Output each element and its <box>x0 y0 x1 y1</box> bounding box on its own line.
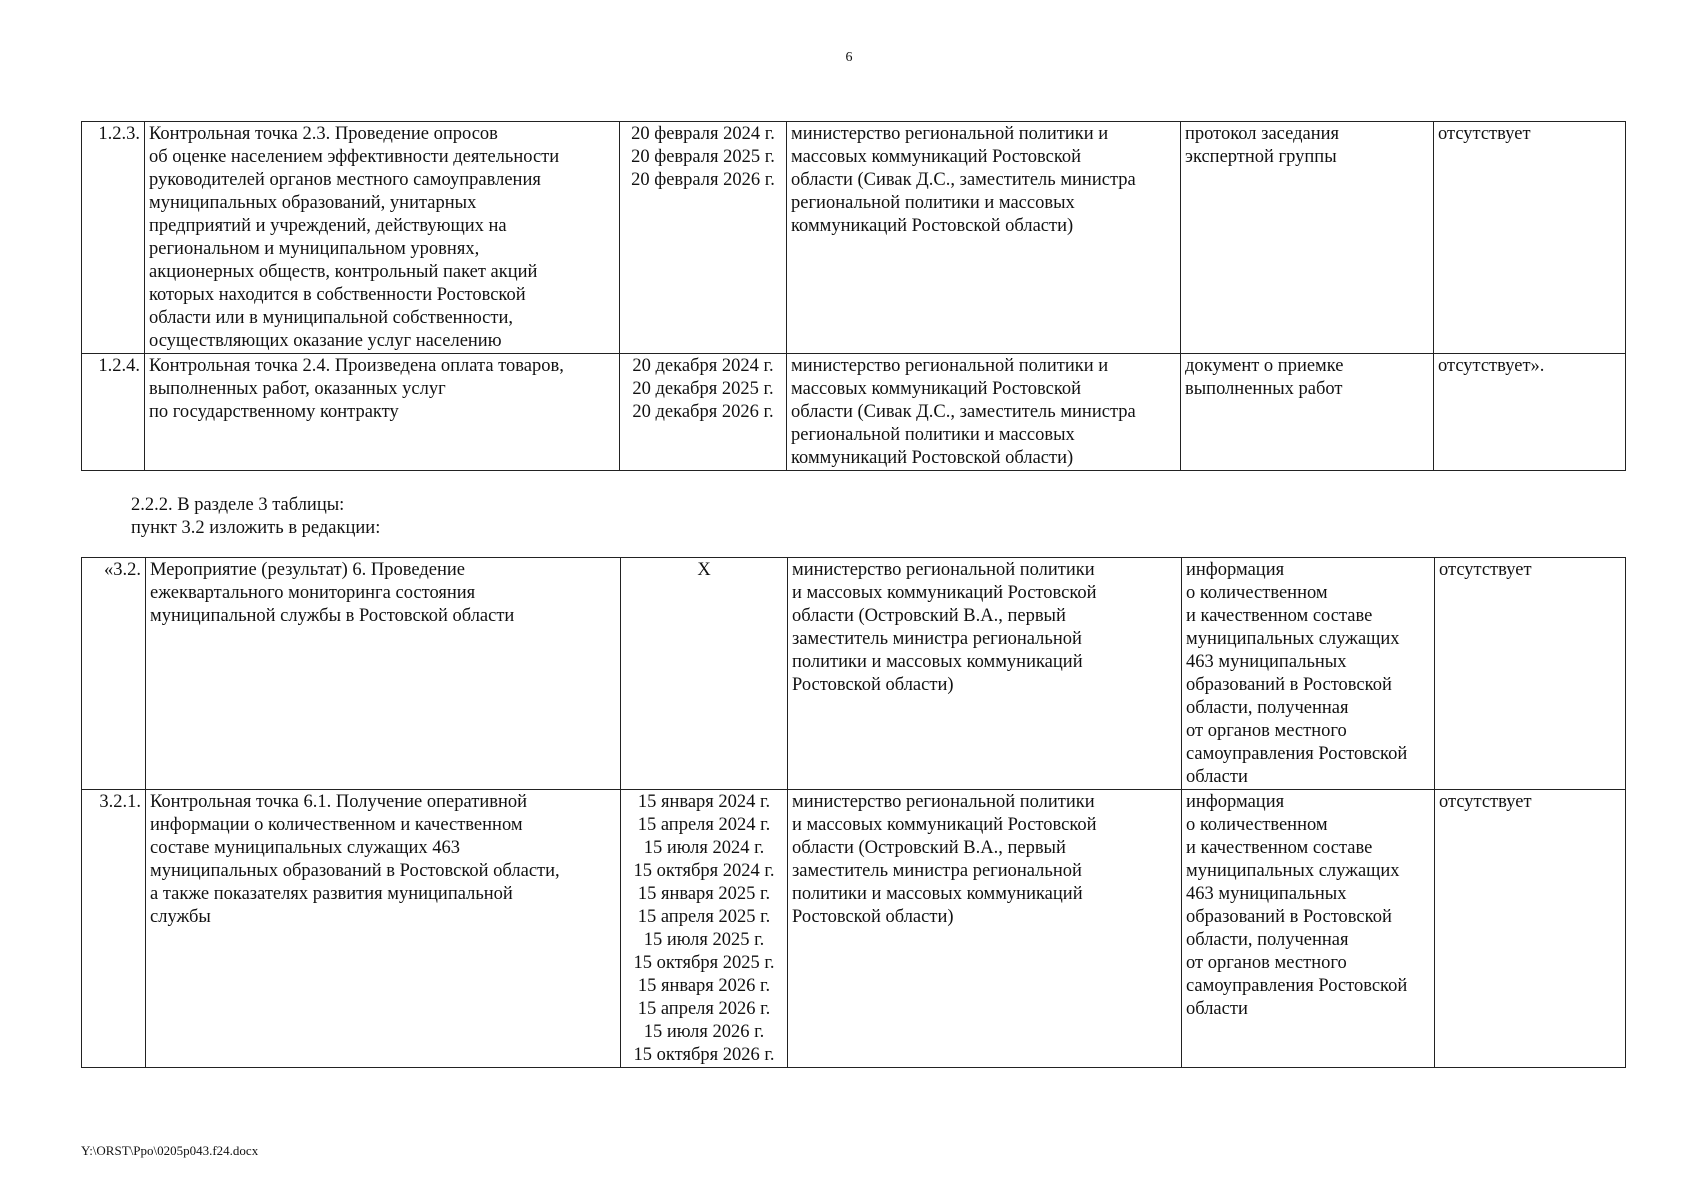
measures-table <box>81 557 1626 1068</box>
amendment-line: 2.2.2. В разделе 3 таблицы: <box>131 495 345 515</box>
row-system: отсутствует <box>1435 790 1626 1068</box>
row-system: отсутствует <box>1434 122 1626 354</box>
row-number: 1.2.3. <box>82 122 145 354</box>
row-name: Мероприятие (результат) 6. Проведение ежеквартального мониторинга состояния муниципальной службы в Ростовской области <box>146 558 621 790</box>
table-row <box>82 354 1626 471</box>
control-points-table <box>81 121 1626 471</box>
row-system: отсутствует». <box>1434 354 1626 471</box>
row-responsible: министерство региональной политики и массовых коммуникаций Ростовской области (Островский В.А., первый заместитель министра региональной политики и массовых коммуникаций Ростовской области) <box>788 558 1182 790</box>
row-name: Контрольная точка 2.3. Проведение опросов об оценке населением эффективности деятельности руководителей органов местного самоуправления муниципальных образований, унитарных предприятий и учреждений, действующих на региональном и муниципальном уровнях, акционерных обществ, контрольный пакет акций которых находится в собственности Ростовской области или в муниципальной собственности, осуществляющих оказание услуг населению <box>145 122 620 354</box>
row-system: отсутствует <box>1435 558 1626 790</box>
row-responsible: министерство региональной политики и массовых коммуникаций Ростовской области (Сивак Д.С., заместитель министра региональной политики и массовых коммуникаций Ростовской области) <box>787 354 1181 471</box>
row-dates: 15 января 2024 г. 15 апреля 2024 г. 15 июля 2024 г. 15 октября 2024 г. 15 января 2025 г. 15 апреля 2025 г. 15 июля 2025 г. 15 октября 2025 г. 15 января 2026 г. 15 апреля 2026 г. 15 июля 2026 г. 15 октября 2026 г. <box>621 790 788 1068</box>
row-document: информация о количественном и качественном составе муниципальных служащих 463 муниципальных образований в Ростовской области, полученная от органов местного самоуправления Ростовской области <box>1182 558 1435 790</box>
row-document: информация о количественном и качественном составе муниципальных служащих 463 муниципальных образований в Ростовской области, полученная от органов местного самоуправления Ростовской области <box>1182 790 1435 1068</box>
row-document: протокол заседания экспертной группы <box>1181 122 1434 354</box>
row-number: 3.2.1. <box>82 790 146 1068</box>
row-responsible: министерство региональной политики и массовых коммуникаций Ростовской области (Сивак Д.С., заместитель министра региональной политики и массовых коммуникаций Ростовской области) <box>787 122 1181 354</box>
row-name: Контрольная точка 6.1. Получение оперативной информации о количественном и качественном составе муниципальных служащих 463 муниципальных образований в Ростовской области, а также показателях развития муниципальной службы <box>146 790 621 1068</box>
row-number: 1.2.4. <box>82 354 145 471</box>
file-path: Y:\ORST\Ppo\0205p043.f24.docx <box>81 1143 259 1158</box>
row-dates: 20 декабря 2024 г. 20 декабря 2025 г. 20 декабря 2026 г. <box>620 354 787 471</box>
table-row <box>82 122 1626 354</box>
page-number: 6 <box>845 50 853 65</box>
row-dates: 20 февраля 2024 г. 20 февраля 2025 г. 20 февраля 2026 г. <box>620 122 787 354</box>
table-row <box>82 558 1626 790</box>
row-dates: Х <box>621 558 788 790</box>
table-row <box>82 790 1626 1068</box>
row-name: Контрольная точка 2.4. Произведена оплата товаров, выполненных работ, оказанных услуг по государственному контракту <box>145 354 620 471</box>
amendment-line: пункт 3.2 изложить в редакции: <box>131 518 381 538</box>
row-responsible: министерство региональной политики и массовых коммуникаций Ростовской области (Островский В.А., первый заместитель министра региональной политики и массовых коммуникаций Ростовской области) <box>788 790 1182 1068</box>
row-number: «3.2. <box>82 558 146 790</box>
row-document: документ о приемке выполненных работ <box>1181 354 1434 471</box>
amendment-text <box>131 494 380 540</box>
